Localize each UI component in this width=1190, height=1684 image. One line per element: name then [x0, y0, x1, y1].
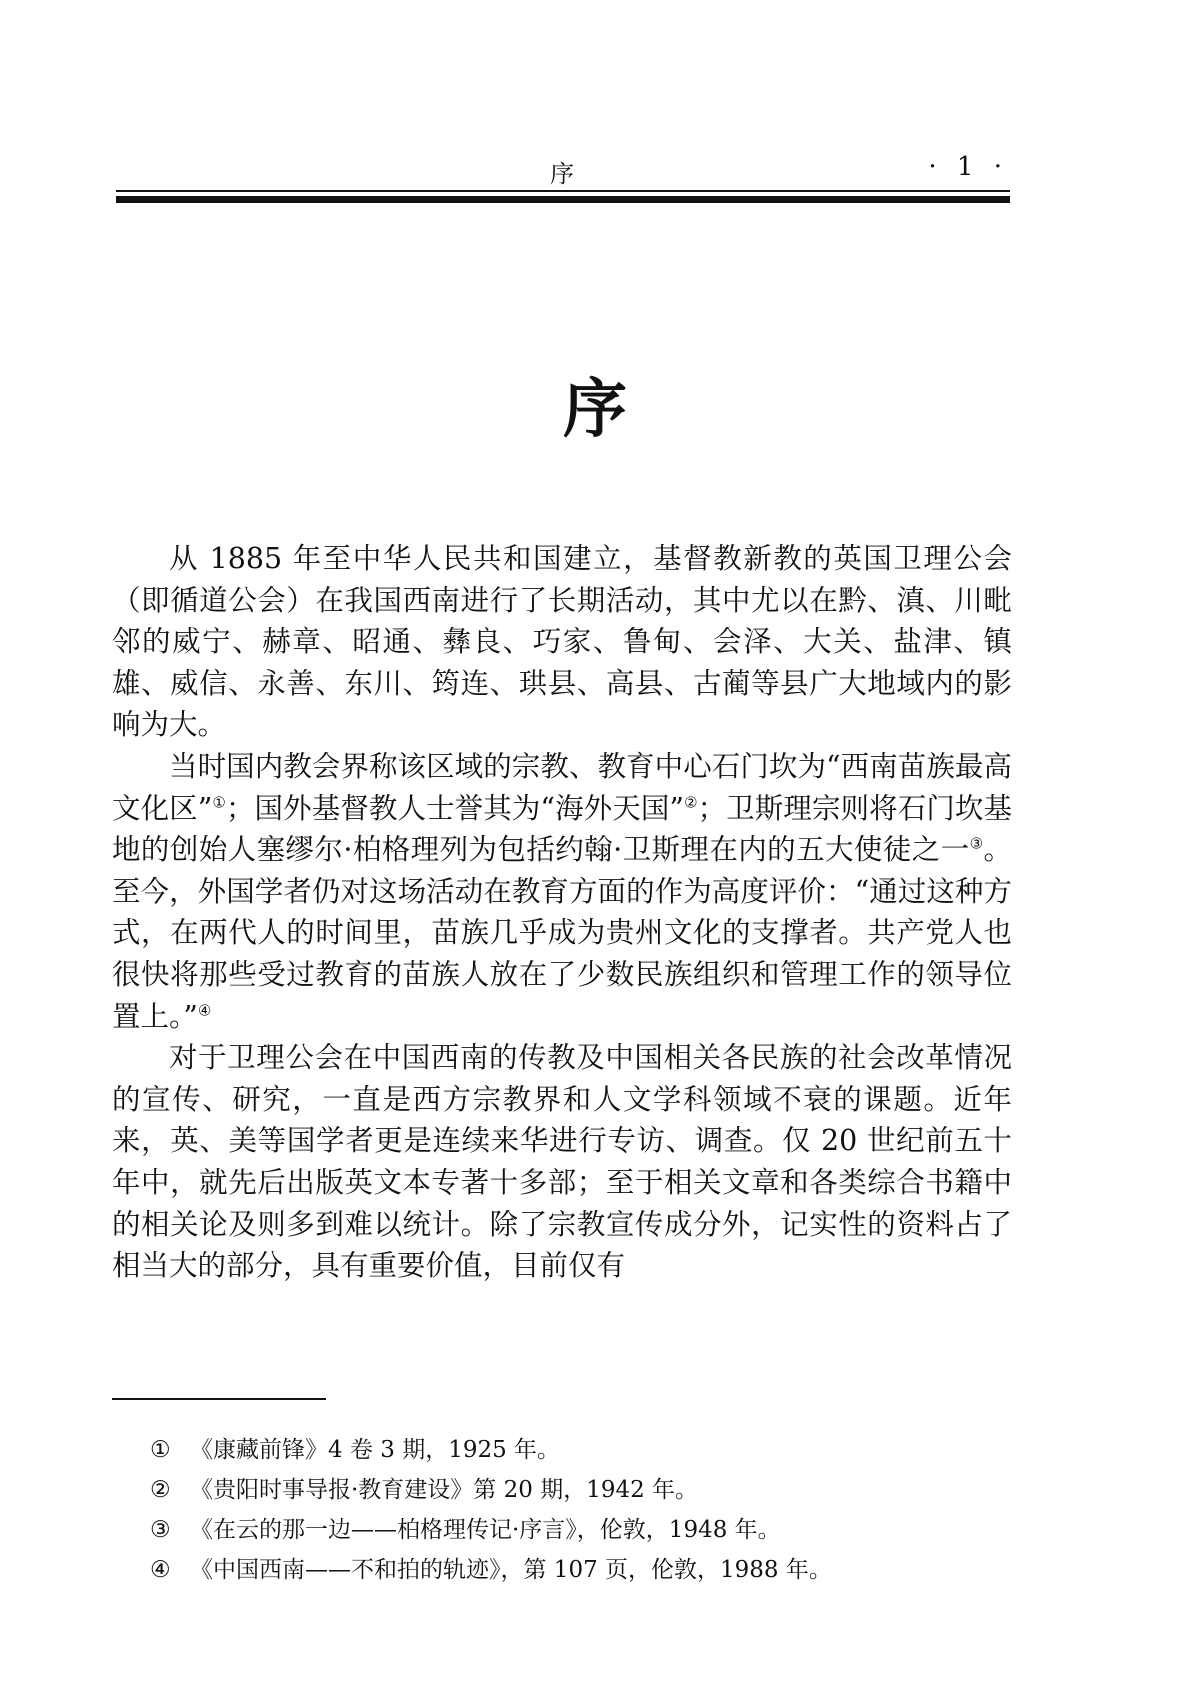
footnote-ref-3[interactable]: ③: [969, 834, 984, 853]
footnote-item: [150, 1550, 1010, 1590]
footnote-mark: ③: [150, 1517, 171, 1543]
header-rule-thin: [116, 190, 1010, 192]
paragraph-3: 对于卫理公会在中国西南的传教及中国相关各民族的社会改革情况的宣传、研究，一直是西方宗教界和人文学科领域不衰的课题。近年来，英、美等国学者更是连续来华进行专访、调查。仅 20 世纪前五十年中，就先后出版英文本专著十多部；至于相关文章和各类综合书籍中的相关论及则多到难以统计。除了宗教宣传成分外，记实性的资料占了相当大的部分，具有重要价值，目前仅有: [112, 1041, 1012, 1283]
page-number: · 1 ·: [928, 152, 1008, 182]
paragraph-1: 从 1885 年至中华人民共和国建立，基督教新教的英国卫理公会（即循道公会）在我国西南进行了长期活动，其中尤以在黔、滇、川毗邻的威宁、赫章、昭通、彝良、巧家、鲁甸、会泽、大关、盐津、镇雄、威信、永善、东川、筠连、珙县、高县、古蔺等县广大地域内的影响为大。: [112, 542, 1012, 742]
paragraph-2-segment-3: ；卫斯理宗则将石门坎基地的创始人塞缪尔·柏格理列为包括约翰·卫斯理在内的五大使徒之一: [112, 791, 1012, 867]
paragraph-2-segment-1: 当时国内教会界称该区域的宗教、教育中心石门坎为“西南苗族最高文化区”: [112, 749, 1012, 825]
paragraph-2: [112, 746, 1012, 1037]
footnote-mark: ①: [150, 1437, 171, 1463]
chapter-title: 序: [563, 372, 627, 447]
footnote-ref-4[interactable]: ④: [197, 1001, 212, 1020]
footnote-item: [150, 1430, 1010, 1470]
header-rule-thick: [116, 196, 1010, 203]
running-header: [116, 150, 1010, 190]
footnote-item: [150, 1470, 1010, 1510]
footnote-text: 《中国西南——不和拍的轨迹》，第 107 页，伦敦，1988 年。: [190, 1557, 832, 1583]
body-text: [112, 538, 1012, 1287]
footnote-separator: [112, 1398, 326, 1400]
footnote-ref-1[interactable]: ①: [212, 793, 226, 812]
running-title: 序: [550, 160, 576, 188]
paragraph-2-segment-4: 。至今，外国学者仍对这场活动在教育方面的作为高度评价：“通过这种方式，在两代人的时间里，苗族几乎成为贵州文化的支撑者。共产党人也很快将那些受过教育的苗族人放在了少数民族组织和管理工作的领导位置上。”: [112, 833, 1012, 1033]
footnote-text: 《康藏前锋》4 卷 3 期，1925 年。: [190, 1437, 561, 1463]
footnote-ref-2[interactable]: ②: [684, 793, 698, 812]
footnote-text: 《在云的那一边——柏格理传记·序言》，伦敦，1948 年。: [190, 1517, 781, 1543]
footnote-text: 《贵阳时事导报·教育建设》第 20 期，1942 年。: [190, 1477, 699, 1503]
paragraph-2-segment-2: ；国外基督教人士誉其为“海外天国”: [225, 791, 684, 825]
footnote-mark: ④: [150, 1557, 171, 1583]
footnotes: [150, 1430, 1010, 1590]
footnote-mark: ②: [150, 1477, 171, 1503]
footnote-item: [150, 1510, 1010, 1550]
